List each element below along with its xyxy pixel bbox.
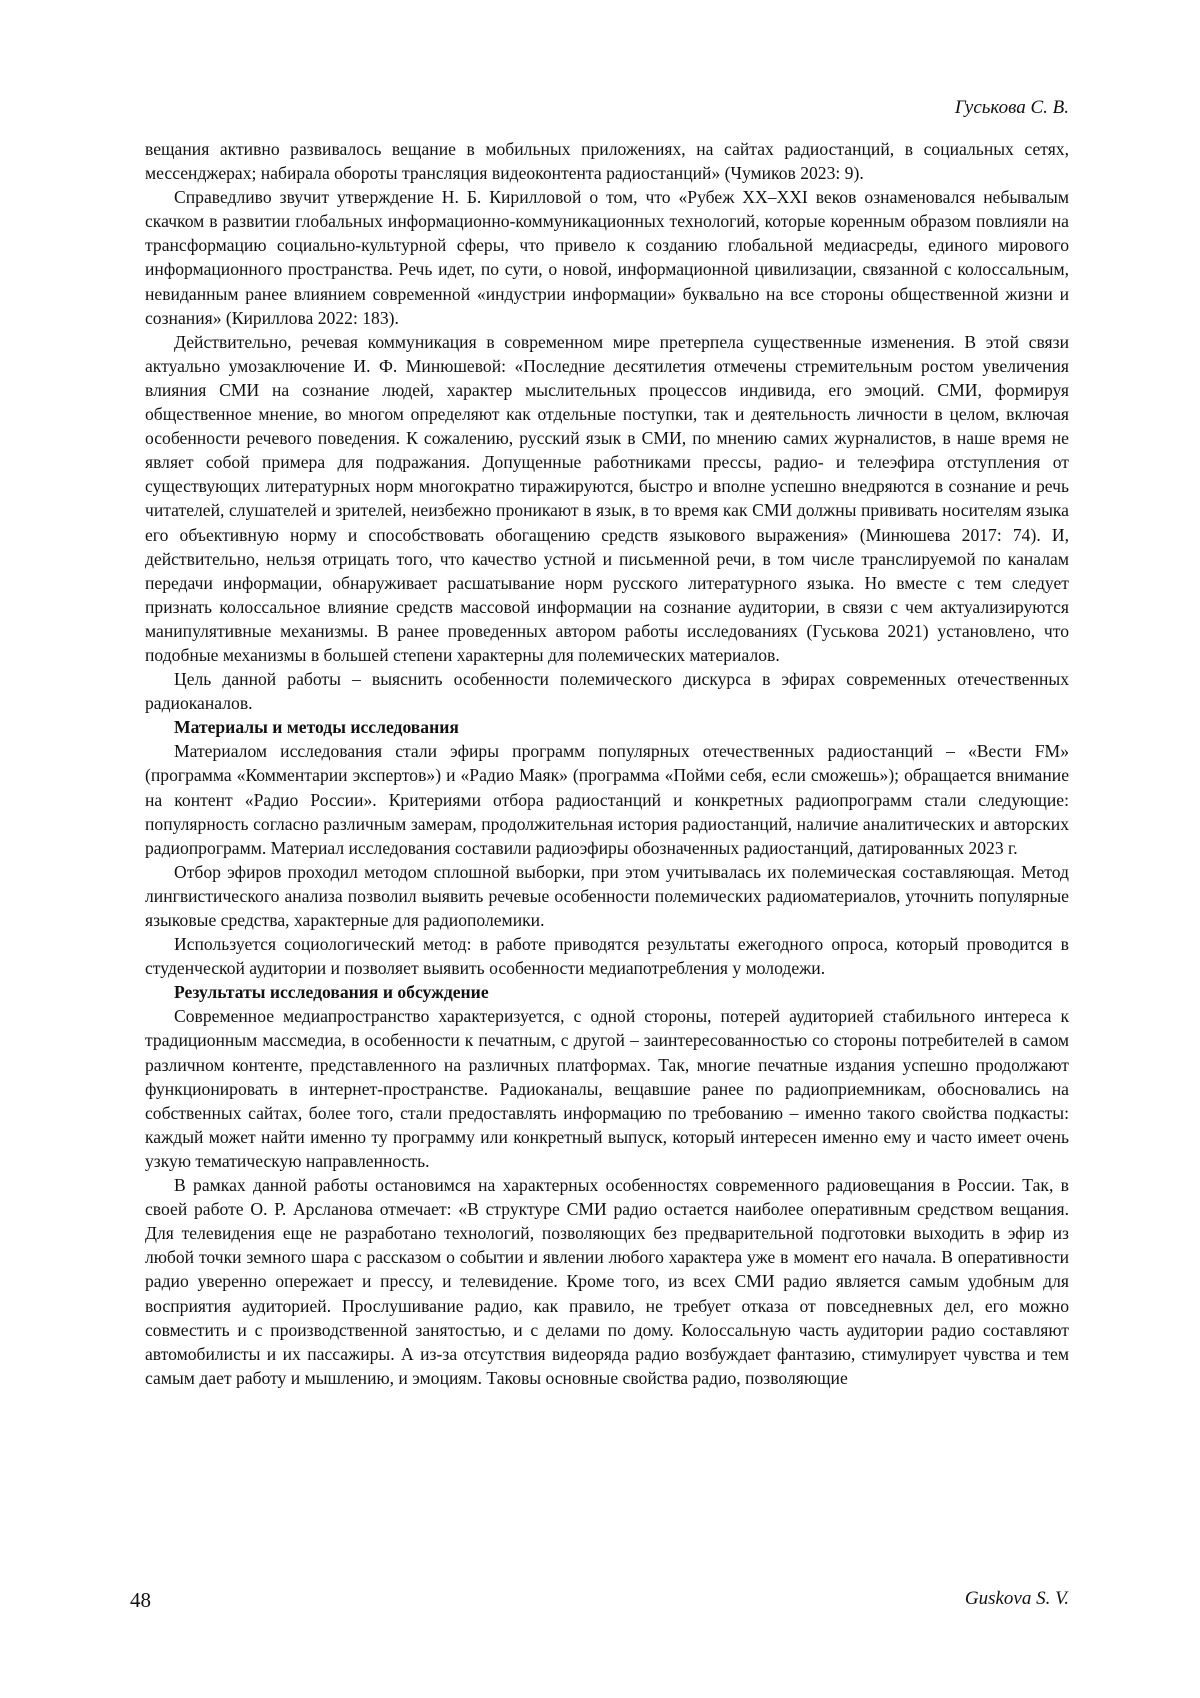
paragraph: Используется социологический метод: в работе приводятся результаты ежегодного опроса, который проводится в студенческой аудитории и позволяет выявить особенности медиапотребления у молодежи.: [145, 934, 1069, 979]
paragraph: Материалом исследования стали эфиры программ популярных отечественных радиостанций – «Вести FM» (программа «Комментарии экспертов») и «Радио Маяк» (программа «Пойми себя, если сможешь»); обращается внимание на контент «Радио России». Критериями отбора радиостанций и конкретных радиопрограмм стали следующие: популярность согласно различным замерам, продолжительная история радиостанций, наличие аналитических и авторских радиопрограмм. Материал исследования составили радиоэфиры обозначенных радиостанций, датированных 2023 г.: [145, 741, 1069, 858]
running-header-author: Гуськова С. В.: [954, 97, 1069, 118]
section-heading-materials-methods: Материалы и методы исследования: [174, 717, 459, 738]
paragraph: Современное медиапространство характеризуется, с одной стороны, потерей аудиторией стабильного интереса к традиционным массмедиа, в особенности к печатным, с другой – заинтересованностью со стороны потребителей в самом различном контенте, представленного на различных платформах. Так, многие печатные издания успешно продолжают функционировать в интернет-пространстве. Радиоканалы, вещавшие ранее по радиоприемникам, обосновались на собственных сайтах, более того, стали предоставлять информацию по требованию – именно такого свойства подкасты: каждый может найти именно ту программу или конкретный выпуск, который интересен именно ему и часто имеет очень узкую тематическую направленность.: [145, 1006, 1069, 1171]
paragraph: Действительно, речевая коммуникация в современном мире претерпела существенные изменения. В этой связи актуально умозаключение И. Ф. Минюшевой: «Последние десятилетия отмечены стремительным ростом увеличения влияния СМИ на сознание людей, характер мыслительных процессов индивида, его эмоций. СМИ, формируя общественное мнение, во многом определяют как отдельные поступки, так и деятельность личности в целом, включая особенности речевого поведения. К сожалению, русский язык в СМИ, по мнению самих журналистов, в наше время не являет собой примера для подражания. Допущенные работниками прессы, радио- и телеэфира отступления от существующих литературных норм многократно тиражируются, быстро и вполне успешно внедряются в сознание и речь читателей, слушателей и зрителей, неизбежно проникают в язык, в то время как СМИ должны прививать носителям языка его объективную норму и способствовать обогащению средств языкового выражения» (Минюшева 2017: 74). И, действительно, нельзя отрицать того, что качество устной и письменной речи, в том числе транслируемой по каналам передачи информации, обнаруживает расшатывание норм русского литературного языка. Но вместе с тем следует признать колоссальное влияние средств массовой информации на сознание аудитории, в связи с чем актуализируются манипулятивные механизмы. В ранее проведенных автором работы исследованиях (Гуськова 2021) установлено, что подобные механизмы в большей степени характерны для полемических материалов.: [145, 331, 1069, 665]
paragraph: В рамках данной работы остановимся на характерных особенностях современного радиовещания в России. Так, в своей работе О. Р. Арсланова отмечает: «В структуре СМИ радио остается наиболее оперативным средством вещания. Для телевидения еще не разработано технологий, позволяющих без предварительной подготовки выходить в эфир из любой точки земного шара с рассказом о событии и явлении любого характера уже в момент его начала. В оперативности радио уверенно опережает и прессу, и телевидение. Кроме того, из всех СМИ радио является самым удобным для восприятия аудиторией. Прослушивание радио, как правило, не требует отказа от повседневных дел, его можно совместить и с производственной занятостью, и с делами по дому. Колоссальную часть аудитории радио составляют автомобилисты и их пассажиры. А из-за отсутствия видеоряда радио возбуждает фантазию, стимулирует чувства и тем самым дает работу и мышлению, и эмоциям. Таковы основные свойства радио, позволяющие: [145, 1175, 1069, 1388]
running-footer-author: Guskova S. V.: [964, 1588, 1069, 1609]
paragraph: Отбор эфиров проходил методом сплошной выборки, при этом учитывалась их полемическая составляющая. Метод лингвистического анализа позволил выявить речевые особенности полемических радиоматериалов, уточнить популярные языковые средства, характерные для радиополемики.: [145, 861, 1069, 930]
section-heading-results-discussion: Результаты исследования и обсуждение: [174, 982, 489, 1003]
page-number: 48: [130, 1588, 151, 1612]
paragraph: Цель данной работы – выяснить особенности полемического дискурса в эфирах современных отечественных радиоканалов.: [145, 669, 1069, 714]
article-body: [145, 137, 1069, 1390]
paragraph-continued: вещания активно развивалось вещание в мобильных приложениях, на сайтах радиостанций, в социальных сетях, мессенджерах; набирала обороты трансляция видеоконтента радиостанций» (Чумиков 2023: 9).: [145, 139, 1069, 184]
paragraph: Справедливо звучит утверждение Н. Б. Кирилловой о том, что «Рубеж XX–XXI веков ознаменовался небывалым скачком в развитии глобальных информационно-коммуникационных технологий, которые коренным образом повлияли на трансформацию социально-культурной сферы, что привело к созданию глобальной медиасреды, единого мирового информационного пространства. Речь идет, по сути, о новой, информационной цивилизации, связанной с колоссальным, невиданным ранее влиянием современной «индустрии информации» буквально на все стороны общественной жизни и сознания» (Кириллова 2022: 183).: [145, 187, 1069, 328]
